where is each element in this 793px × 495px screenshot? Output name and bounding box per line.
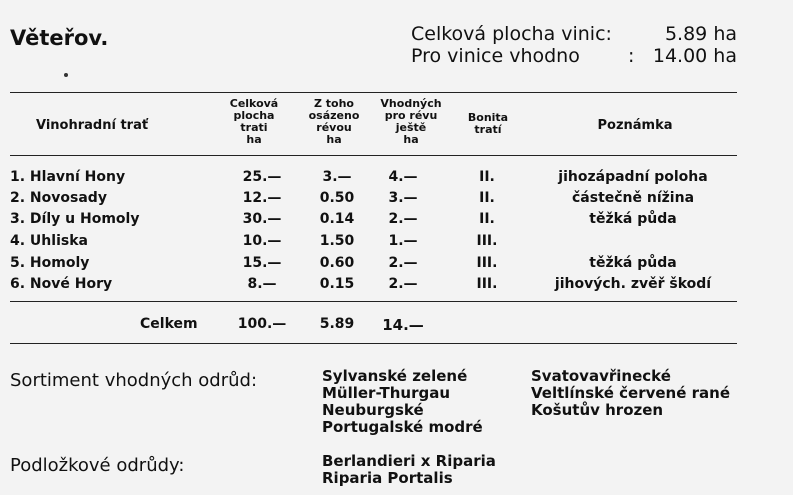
header-name: Vinohradní trať (36, 118, 149, 133)
row-rating: III. (476, 255, 498, 271)
header-planted: Z toho osázeno révou ha (308, 97, 360, 146)
row-rating: III. (476, 233, 498, 249)
row-name: 3. Díly u Homoly (10, 211, 140, 227)
row-note: těžká půda (589, 255, 677, 271)
row-total: 12.— (242, 190, 282, 206)
row-planted: 0.60 (319, 255, 355, 271)
variety-item: Neuburgské (322, 401, 424, 419)
total-area-label: Celková plocha vinic: (411, 23, 612, 45)
rootstocks-list (322, 453, 496, 487)
row-name: 1. Hlavní Hony (10, 169, 126, 185)
variety-item: Svatovavřinecké (531, 367, 671, 385)
row-rating: II. (479, 190, 495, 206)
row-planted: 3.— (322, 169, 352, 185)
row-rating: II. (479, 211, 495, 227)
row-total: 15.— (242, 255, 282, 271)
row-total: 30.— (242, 211, 282, 227)
row-name: 5. Homoly (10, 255, 90, 271)
header-rating: Bonita tratí (467, 111, 509, 136)
row-name: 6. Nové Hory (10, 276, 113, 292)
row-note: těžká půda (589, 211, 677, 227)
rule-top (10, 92, 737, 93)
variety-item: Košutův hrozen (531, 401, 664, 419)
rootstock-item: Riparia Portalis (322, 469, 453, 487)
suitable-area-sep: : (628, 45, 635, 67)
row-planted: 0.14 (319, 211, 355, 227)
rule-header (10, 155, 737, 156)
rootstocks-label: Podložkové odrůdy: (10, 455, 185, 476)
row-name: 2. Novosady (10, 190, 107, 206)
row-rating: II. (479, 169, 495, 185)
header-note: Poznámka (597, 118, 673, 133)
row-planted: 1.50 (319, 233, 355, 249)
row-suitable: 1.— (388, 233, 418, 249)
row-name: 4. Uhliska (10, 233, 88, 249)
row-suitable: 2.— (388, 211, 418, 227)
suitable-area-value: 14.00 ha (652, 45, 737, 67)
row-planted: 0.15 (319, 276, 355, 292)
row-total: 10.— (242, 233, 282, 249)
total-area-value: 5.89 ha (664, 23, 737, 45)
varieties-col2 (531, 368, 730, 419)
rule-rows (10, 301, 737, 302)
row-total: 25.— (242, 169, 282, 185)
row-suitable: 2.— (388, 255, 418, 271)
row-total: 8.— (247, 276, 277, 292)
varieties-label: Sortiment vhodných odrůd: (10, 370, 258, 391)
variety-item: Portugalské modré (322, 418, 483, 436)
row-planted: 0.50 (319, 190, 355, 206)
rootstock-item: Berlandieri x Riparia (322, 452, 496, 470)
variety-item: Müller-Thurgau (322, 384, 451, 402)
header-suitable: Vhodných pro révu ještě ha (380, 97, 442, 146)
suitable-area-label: Pro vinice vhodno (411, 45, 580, 67)
row-note: jihových. zvěř škodí (554, 276, 712, 292)
row-note: jihozápadní poloha (558, 169, 708, 185)
page-title: Věteřov. (10, 26, 109, 50)
row-suitable: 2.— (388, 276, 418, 292)
totals-total: 100.— (237, 316, 287, 332)
varieties-col1 (322, 368, 483, 436)
row-suitable: 4.— (388, 169, 418, 185)
totals-suitable: 14.— (382, 316, 424, 334)
row-note: částečně nížina (571, 190, 695, 206)
totals-label: Celkem (140, 316, 198, 332)
header-total: Celková plocha trati ha (229, 97, 279, 146)
variety-item: Sylvanské zelené (322, 367, 468, 385)
variety-item: Veltlínské červené rané (531, 384, 730, 402)
totals-planted: 5.89 (319, 316, 355, 332)
row-rating: III. (476, 276, 498, 292)
row-suitable: 3.— (388, 190, 418, 206)
ink-dot (64, 73, 68, 77)
rule-totals (10, 343, 737, 344)
